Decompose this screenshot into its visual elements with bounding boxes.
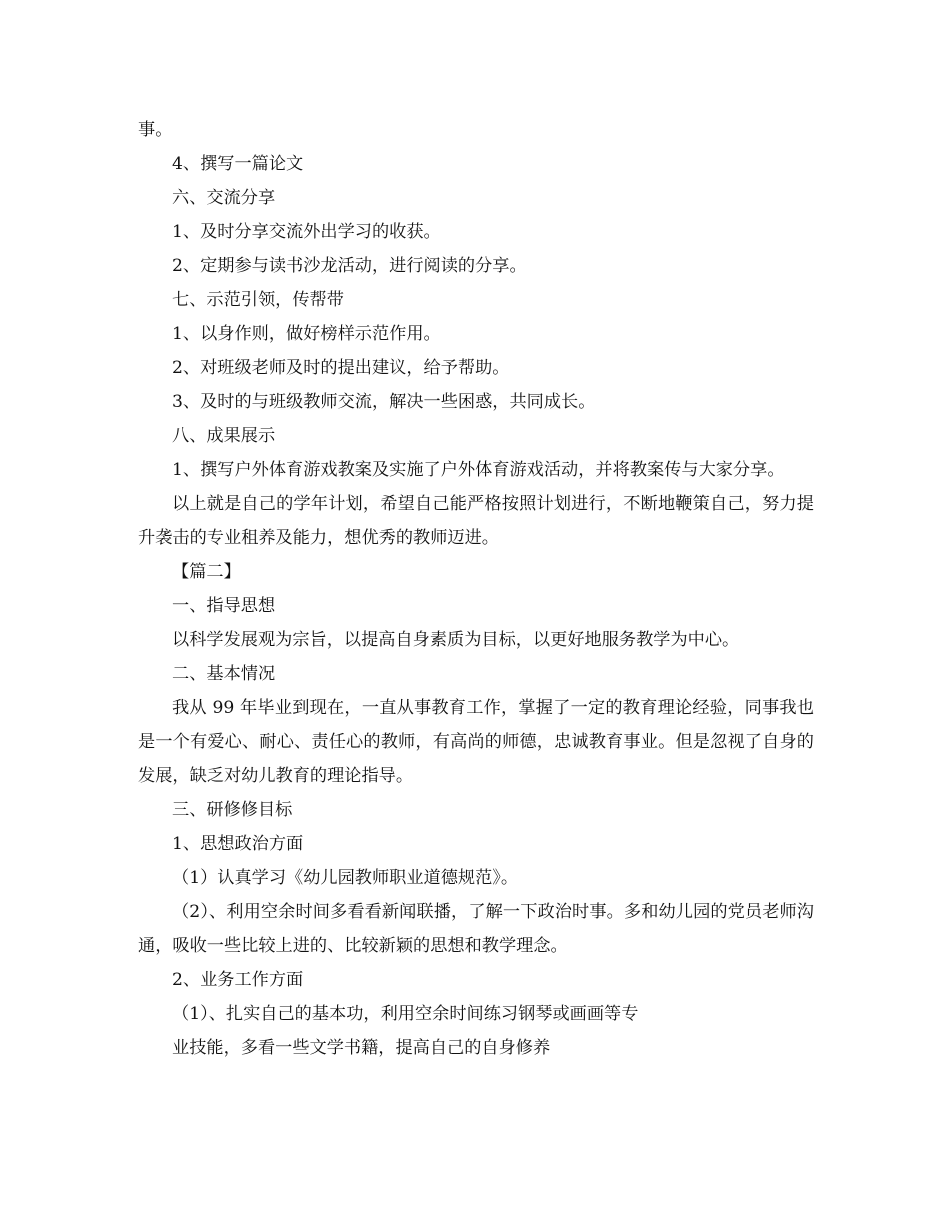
document-paragraph: 七、示范引领，传帮带 [172, 290, 344, 310]
document-paragraph: 2、定期参与读书沙龙活动，进行阅读的分享。 [172, 256, 527, 276]
document-paragraph: 二、基本情况 [172, 664, 276, 684]
document-paragraph: 以上就是自己的学年计划，希望自己能严格按照计划进行，不断地鞭策自己，努力提升袭击的专业租养及能力，想优秀的教师迈进。 [138, 494, 814, 548]
document-paragraph: 三、研修修目标 [172, 800, 293, 820]
document-paragraph: 以科学发展观为宗旨，以提高自身素质为目标，以更好地服务教学为中心。 [172, 630, 740, 650]
document-paragraph: 【篇二】 [172, 562, 241, 582]
document-paragraph: 2、业务工作方面 [172, 970, 304, 990]
document-paragraph: （2）、利用空余时间多看看新闻联播，了解一下政治时事。多和幼儿园的党员老师沟通，吸收一些比较上进的、比较新颖的思想和教学理念。 [138, 902, 814, 956]
document-paragraph: 4、撰写一篇论文 [172, 154, 304, 174]
document-paragraph: 六、交流分享 [172, 188, 276, 208]
document-body [138, 113, 814, 1065]
document-paragraph: 1、及时分享交流外出学习的收获。 [172, 222, 441, 242]
document-paragraph: 1、思想政治方面 [172, 834, 304, 854]
document-paragraph: 1、撰写户外体育游戏教案及实施了户外体育游戏活动，并将教案传与大家分享。 [172, 460, 785, 480]
document-paragraph: 3、及时的与班级教师交流，解决一些困惑，共同成长。 [172, 392, 596, 412]
document-paragraph: 事。 [138, 120, 173, 140]
document-paragraph: 2、对班级老师及时的提出建议，给予帮助。 [172, 358, 510, 378]
document-paragraph: 一、指导思想 [172, 596, 276, 616]
document-paragraph: （1）认真学习《幼儿园教师职业道德规范》。 [172, 868, 519, 888]
document-paragraph: （1）、扎实自己的基本功，利用空余时间练习钢琴或画画等专 [172, 1004, 639, 1024]
document-paragraph: 八、成果展示 [172, 426, 276, 446]
document-paragraph: 1、以身作则，做好榜样示范作用。 [172, 324, 441, 344]
document-paragraph: 业技能，多看一些文学书籍，提高自己的自身修养 [172, 1038, 551, 1058]
document-paragraph: 我从 99 年毕业到现在，一直从事教育工作，掌握了一定的教育理论经验，同事我也是一个有爱心、耐心、责任心的教师，有高尚的师德，忠诚教育事业。但是忽视了自身的发展，缺乏对幼儿教育的理论指导。 [138, 698, 814, 786]
